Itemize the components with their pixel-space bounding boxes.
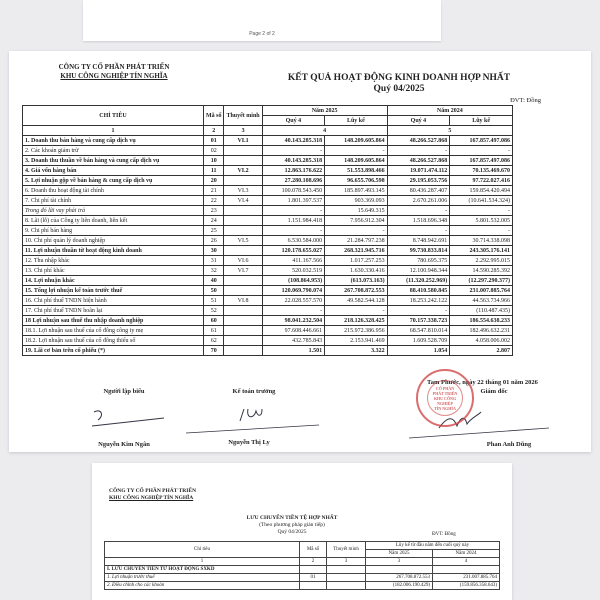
cell-ytd-2024: 44.563.734.966	[450, 296, 513, 306]
table-row	[23, 246, 513, 256]
cell-q4-2025: 6.530.584.000	[262, 236, 324, 246]
col-index: 3	[366, 558, 433, 566]
accountant-title: Kế toán trưởng	[232, 388, 276, 395]
cell-label: 1. Lợi nhuận trước thuế	[105, 574, 300, 582]
cell-ytd-2024: (110.487.435)	[450, 306, 513, 316]
cell-label: 9. Chi phí bán hàng	[23, 226, 204, 236]
header-ma-so: Mã số	[203, 106, 224, 126]
cell-q4-2024: 19.071.474.112	[387, 166, 450, 176]
col-index: 5	[387, 126, 512, 136]
cell-label: I. LƯU CHUYỂN TIỀN TỪ HOẠT ĐỘNG SXKD	[105, 566, 300, 574]
cell-y2024	[433, 566, 500, 574]
cell-code: 30	[203, 246, 224, 256]
cell-ytd-2025: 15.649.315	[325, 206, 387, 216]
cell-q4-2024: 12.100.948.344	[387, 266, 450, 276]
cell-ytd-2024: 2.807	[450, 346, 513, 356]
cell-label: Trong đó lãi vay phải trả	[23, 206, 204, 216]
cell-code	[300, 582, 327, 590]
cell-q4-2025: 98.041.232.504	[262, 316, 324, 326]
cell-q4-2024: -	[387, 206, 450, 216]
cell-q4-2024: 8.748.942.691	[387, 236, 450, 246]
cell-ytd-2025: 215.972.386.956	[325, 326, 387, 336]
cell-y2024: (159.856.358.643)	[433, 582, 500, 590]
cell-q4-2024: 88.410.580.845	[387, 286, 450, 296]
cell-code: 26	[203, 236, 224, 246]
cell-note	[224, 346, 262, 356]
cell-ytd-2025: 49.582.544.128	[325, 296, 387, 306]
cell-code: 70	[203, 346, 224, 356]
cell-label: 5. Lợi nhuận gộp về bán hàng & cung cấp dịch vụ	[23, 176, 204, 186]
cell-ytd-2025: (613.073.163)	[325, 276, 387, 286]
cell-note: VI.4	[224, 196, 262, 206]
cell-ytd-2025: -	[325, 306, 387, 316]
cell-note	[224, 146, 262, 156]
cell-ytd-2024: 231.007.885.764	[450, 286, 513, 296]
cell-q4-2025: -	[262, 226, 324, 236]
cell-ytd-2024: 159.854.420.494	[450, 186, 513, 196]
cell-ytd-2025: 268.321.945.716	[325, 246, 387, 256]
cash-flow-page	[92, 463, 512, 600]
signing-date: Tam Phước, ngày 22 tháng 01 năm 2026	[427, 379, 538, 386]
cell-q4-2025: 22.028.557.570	[262, 296, 324, 306]
cell-label: 16. Chi phí thuế TNDN hiện hành	[23, 296, 204, 306]
cell-label: 18.2. Lợi nhuận sau thuế của cổ đông thiểu số	[23, 336, 204, 346]
header-chi-tieu: Chỉ tiêu	[105, 542, 300, 558]
cell-label: 8. Lãi (lỗ) của Công ty liên doanh, liên kết	[23, 216, 204, 226]
table-row	[105, 582, 500, 590]
cell-code: 11	[203, 166, 224, 176]
header-thuyet-minh: Thuyết minh	[327, 542, 366, 558]
table-row	[23, 216, 513, 226]
cell-q4-2025: 1.801.397.537	[262, 196, 324, 206]
preparer-signature	[84, 406, 174, 431]
header-ma-so: Mã số	[300, 542, 327, 558]
cell-q4-2024: -	[387, 226, 450, 236]
table-row	[105, 566, 500, 574]
cell-q4-2025: 120.178.655.027	[262, 246, 324, 256]
col-index: 3	[224, 126, 262, 136]
cell-q4-2024: 780.695.375	[387, 256, 450, 266]
cell-label: 13. Chi phí khác	[23, 266, 204, 276]
unit-label: ĐVT: Đồng	[432, 532, 456, 537]
header-ytd-2025: Lũy kế	[325, 116, 387, 126]
col-index: 3	[327, 558, 366, 566]
cell-q4-2025: 40.143.285.318	[262, 156, 324, 166]
cell-y2024: 231.007.885.764	[433, 574, 500, 582]
cell-code: 52	[203, 306, 224, 316]
cell-note	[224, 276, 262, 286]
cell-note	[224, 286, 262, 296]
cell-note: VI.2	[224, 166, 262, 176]
cell-note: VI.8	[224, 296, 262, 306]
table-row	[23, 166, 513, 176]
cell-ytd-2025: -	[325, 226, 387, 236]
table-row	[23, 136, 513, 146]
cell-ytd-2025: 7.956.912.304	[325, 216, 387, 226]
col-index: 2	[203, 126, 224, 136]
header-chi-tieu: CHỈ TIÊU	[23, 106, 204, 126]
cell-code: 02	[203, 146, 224, 156]
table-row	[23, 326, 513, 336]
cell-q4-2024: 1.054	[387, 346, 450, 356]
cell-note	[224, 246, 262, 256]
cash-flow-title: LƯU CHUYỂN TIỀN TỆ HỢP NHẤT (Theo phương pháp gián tiếp) Quý 04/2025	[246, 515, 338, 535]
col-index: 4	[262, 126, 387, 136]
cell-label: 2. Điều chỉnh cho các khoản	[105, 582, 300, 590]
cell-ytd-2024: -	[450, 226, 513, 236]
cell-code: 01	[300, 574, 327, 582]
cell-ytd-2024: 30.714.338.098	[450, 236, 513, 246]
cell-q4-2024: 29.195.053.756	[387, 176, 450, 186]
table-row	[23, 226, 513, 236]
cell-note	[224, 176, 262, 186]
cell-q4-2025: 432.785.843	[262, 336, 324, 346]
cell-label: 14. Lợi nhuận khác	[23, 276, 204, 286]
cell-ytd-2025: 185.897.493.145	[325, 186, 387, 196]
cell-y2025: (182.006.190.429)	[366, 582, 433, 590]
cell-ytd-2025: -	[325, 146, 387, 156]
cell-ytd-2025: 148.209.605.864	[325, 136, 387, 146]
cell-q4-2025: -	[262, 146, 324, 156]
cell-q4-2025: -	[262, 206, 324, 216]
cell-note	[224, 316, 262, 326]
cell-ytd-2025: 148.209.605.864	[325, 156, 387, 166]
cell-code: 31	[203, 256, 224, 266]
table-row	[23, 186, 513, 196]
cell-ytd-2025: 3.322	[325, 346, 387, 356]
cell-q4-2024: 70.157.338.723	[387, 316, 450, 326]
cell-code: 23	[203, 206, 224, 216]
cell-ytd-2024: -	[450, 206, 513, 216]
cell-q4-2024: 48.266.527.868	[387, 156, 450, 166]
table-row	[23, 286, 513, 296]
header-ytd: Lũy kế từ đầu năm đến cuối quý này	[366, 542, 500, 550]
cell-q4-2024: 80.436.287.407	[387, 186, 450, 196]
header-q4-2024: Quý 4	[387, 116, 450, 126]
cell-q4-2025: 520.032.519	[262, 266, 324, 276]
cell-q4-2024: 48.266.527.868	[387, 136, 450, 146]
cell-code: 25	[203, 226, 224, 236]
cell-code: 01	[203, 136, 224, 146]
cell-code: 10	[203, 156, 224, 166]
cell-label: 12. Thu nhập khác	[23, 256, 204, 266]
cell-code: 62	[203, 336, 224, 346]
cell-q4-2025: 27.280.108.696	[262, 176, 324, 186]
cell-note: VI.1	[224, 136, 262, 146]
cell-code: 24	[203, 216, 224, 226]
cell-note: VI.7	[224, 266, 262, 276]
cell-q4-2025: 1.151.984.418	[262, 216, 324, 226]
cell-note	[327, 582, 366, 590]
cell-q4-2024: 1.609.528.709	[387, 336, 450, 346]
cell-y2025: 267.708.872.553	[366, 574, 433, 582]
cell-code: 22	[203, 196, 224, 206]
cell-q4-2025: 1.501	[262, 346, 324, 356]
table-row	[23, 256, 513, 266]
table-row	[23, 306, 513, 316]
cell-ytd-2025: 2.153.941.469	[325, 336, 387, 346]
cell-code	[300, 566, 327, 574]
cell-label: 10. Chi phí quản lý doanh nghiệp	[23, 236, 204, 246]
table-row	[23, 206, 513, 216]
company-name: CÔNG TY CỔ PHẦN PHÁT TRIỂN KHU CÔNG NGHIỆP TÍN NGHĨA	[58, 63, 170, 80]
unit-label: ĐVT: Đồng	[510, 97, 541, 104]
header-thuyet-minh: Thuyết minh	[224, 106, 262, 126]
director-name: Phan Anh Dũng	[486, 441, 532, 448]
cell-ytd-2024: (10.641.534.324)	[450, 196, 513, 206]
accountant-signature	[184, 401, 324, 436]
company-seal: CỔ PHẦN PHÁT TRIỂN KHU CÔNG NGHIỆP TÍN NGHĨA	[416, 369, 474, 427]
cell-code: 40	[203, 276, 224, 286]
table-row	[23, 336, 513, 346]
table-row	[23, 276, 513, 286]
cell-q4-2025: 120.069.790.074	[262, 286, 324, 296]
preparer-title: Người lập biểu	[103, 388, 145, 395]
cell-ytd-2024: (12.297.290.377)	[450, 276, 513, 286]
cell-q4-2024: -	[387, 146, 450, 156]
col-index: 2	[300, 558, 327, 566]
col-index: 1	[23, 126, 204, 136]
header-year-2025: Năm 2025	[366, 550, 433, 558]
cell-ytd-2025: 21.284.797.238	[325, 236, 387, 246]
cell-q4-2024: 2.670.261.006	[387, 196, 450, 206]
table-row	[23, 196, 513, 206]
cell-ytd-2024: 167.857.497.086	[450, 156, 513, 166]
table-row	[23, 296, 513, 306]
cell-label: 7. Chi phí tài chính	[23, 196, 204, 206]
cell-q4-2024: 68.547.810.014	[387, 326, 450, 336]
cell-label: 18 Lợi nhuận sau thuế thu nhập doanh nghiệp	[23, 316, 204, 326]
cell-code: 21	[203, 186, 224, 196]
director-title: Giám đốc	[480, 388, 508, 395]
report-title: KẾT QUẢ HOẠT ĐỘNG KINH DOANH HỢP NHẤT Quý 04/2025	[287, 73, 511, 94]
cell-ytd-2025: 903.369.093	[325, 196, 387, 206]
col-index: 1	[105, 558, 300, 566]
table-row	[23, 176, 513, 186]
cell-ytd-2024: 4.058.006.002	[450, 336, 513, 346]
table-row	[23, 316, 513, 326]
cell-note	[224, 326, 262, 336]
cell-ytd-2024: -	[450, 146, 513, 156]
header-q4-2025: Quý 4	[262, 116, 324, 126]
cell-q4-2024: (11.320.252.969)	[387, 276, 450, 286]
income-statement-table	[22, 105, 513, 356]
header-year-2024: Năm 2024	[387, 106, 512, 116]
cell-ytd-2024: 5.801.532.005	[450, 216, 513, 226]
cell-code: 32	[203, 266, 224, 276]
cell-label: 17. Chi phí thuế TNDN hoãn lại	[23, 306, 204, 316]
table-row	[23, 156, 513, 166]
header-ytd-2024: Lũy kế	[450, 116, 513, 126]
cell-q4-2025: (108.864.953)	[262, 276, 324, 286]
cell-code: 20	[203, 176, 224, 186]
preparer-name: Nguyễn Kim Ngân	[98, 441, 150, 448]
cell-q4-2025: 12.863.176.622	[262, 166, 324, 176]
cell-q4-2024: -	[387, 306, 450, 316]
cell-ytd-2025: 1.630.330.416	[325, 266, 387, 276]
cell-code: 51	[203, 296, 224, 306]
cell-ytd-2024: 167.857.497.086	[450, 136, 513, 146]
cell-label: 3. Doanh thu thuần về bán hàng và cung cấp dịch vụ	[23, 156, 204, 166]
cell-note: VI.3	[224, 186, 262, 196]
table-row	[23, 236, 513, 246]
cell-ytd-2024: 243.305.176.141	[450, 246, 513, 256]
page-footer: Page 2 of 2	[249, 31, 275, 37]
cell-note	[224, 306, 262, 316]
cell-q4-2024: 1.518.696.348	[387, 216, 450, 226]
cell-label: 4. Giá vốn hàng bán	[23, 166, 204, 176]
cell-ytd-2025: 96.655.706.598	[325, 176, 387, 186]
cell-q4-2025: -	[262, 306, 324, 316]
cell-note	[327, 574, 366, 582]
cell-note	[224, 156, 262, 166]
cell-ytd-2024: 182.496.632.231	[450, 326, 513, 336]
cell-note: VI.6	[224, 256, 262, 266]
cell-label: 2. Các khoản giảm trừ	[23, 146, 204, 156]
cell-note	[224, 216, 262, 226]
cell-ytd-2025: 1.017.257.253	[325, 256, 387, 266]
cell-ytd-2024: 2.292.995.015	[450, 256, 513, 266]
cell-label: 15. Tổng lợi nhuận kế toán trước thuế	[23, 286, 204, 296]
cell-code: 50	[203, 286, 224, 296]
cell-note	[224, 336, 262, 346]
cell-label: 6. Doanh thu hoạt động tài chính	[23, 186, 204, 196]
cell-code: 61	[203, 326, 224, 336]
cell-ytd-2024: 70.135.469.670	[450, 166, 513, 176]
cell-y2025	[366, 566, 433, 574]
cell-label: 11. Lợi nhuận thuần từ hoạt động kinh doanh	[23, 246, 204, 256]
header-year-2025: Năm 2025	[262, 106, 387, 116]
cell-ytd-2025: 218.126.328.425	[325, 316, 387, 326]
previous-page	[83, 0, 441, 41]
cell-label: 18.1. Lợi nhuận sau thuế của cổ đông công ty mẹ	[23, 326, 204, 336]
table-row	[23, 346, 513, 356]
table-row	[23, 266, 513, 276]
cell-ytd-2024: 14.590.285.392	[450, 266, 513, 276]
cell-q4-2024: 99.730.833.814	[387, 246, 450, 256]
cell-label: 19. Lãi cơ bản trên cổ phiếu (*)	[23, 346, 204, 356]
cell-label: 1. Doanh thu bán hàng và cung cấp dịch vụ	[23, 136, 204, 146]
cell-q4-2025: 40.143.285.318	[262, 136, 324, 146]
cell-ytd-2025: 267.708.872.553	[325, 286, 387, 296]
cell-note: VI.5	[224, 236, 262, 246]
cell-note	[224, 226, 262, 236]
cell-q4-2025: 411.167.566	[262, 256, 324, 266]
cash-flow-table	[104, 541, 500, 590]
cell-ytd-2025: 51.553.898.466	[325, 166, 387, 176]
cell-ytd-2024: 186.554.638.233	[450, 316, 513, 326]
table-row	[23, 146, 513, 156]
col-index: 4	[433, 558, 500, 566]
header-year-2024: Năm 2024	[433, 550, 500, 558]
cell-code: 60	[203, 316, 224, 326]
company-name: CÔNG TY CỔ PHẦN PHÁT TRIỂN KHU CÔNG NGHIỆP TÍN NGHĨA	[109, 488, 197, 501]
cell-q4-2025: 100.078.543.450	[262, 186, 324, 196]
table-row	[105, 574, 500, 582]
cell-note	[327, 566, 366, 574]
cell-q4-2024: 18.253.242.122	[387, 296, 450, 306]
cell-note	[224, 206, 262, 216]
accountant-name: Nguyễn Thị Ly	[228, 439, 270, 446]
income-statement-page	[9, 51, 591, 452]
cell-q4-2025: 97.608.446.661	[262, 326, 324, 336]
cell-ytd-2024: 97.722.027.416	[450, 176, 513, 186]
